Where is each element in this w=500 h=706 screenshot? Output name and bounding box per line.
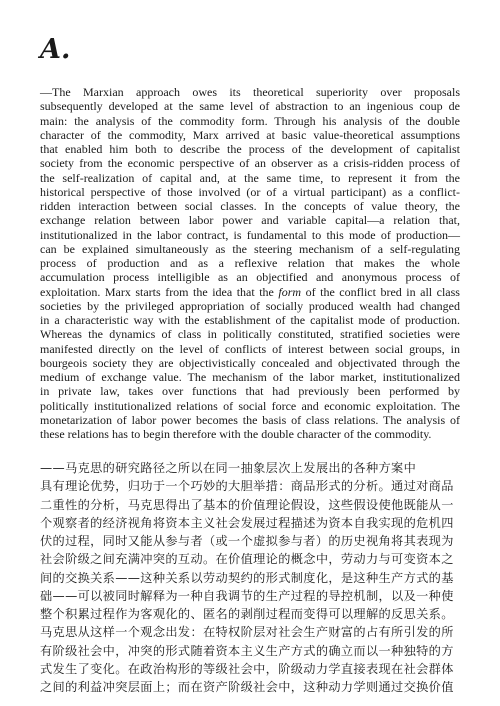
english-line: manifested directly on the level of conflicts of interest between social groups, in xyxy=(40,341,460,356)
english-line: —The Marxian approach owes its theoretical superiority over proposals xyxy=(40,85,460,99)
chinese-line: 具有理论优势，归功于一个巧妙的大胆举措：商品形式的分析。通过对商品 xyxy=(40,479,454,494)
english-line: societies by the privileged appropriation of socially produced wealth had changed xyxy=(40,298,460,313)
english-line: these relations has to begin therefore with the double character of the commodity. xyxy=(40,427,432,441)
english-line-start: exploitation. Marx starts from the idea that the xyxy=(40,284,279,299)
chinese-line: 间的交换关系——这种关系以劳动契约的形式制度化，是这种生产方式的基 xyxy=(40,570,454,585)
english-line: society from the economic perspective of an observer as a crisis-ridden process of xyxy=(40,156,460,171)
english-line: that enabled him both to describe the process of the development of capitalist xyxy=(40,142,460,156)
chinese-line: 础——可以被同时解释为一种自我调节的生产过程的导控机制，以及一种使 xyxy=(40,588,454,603)
chinese-line: 之间的利益冲突层面上；而在资产阶级社会中，这种动力学则通过交换价值 xyxy=(40,680,454,694)
chinese-line: 二重性的分析，马克思得出了基本的价值理论假设，这些假设使他既能从一 xyxy=(40,497,454,512)
english-line: main: the analysis of the commodity form. Through his analysis of the double xyxy=(40,113,460,128)
chinese-line: 伏的过程，同时又能从参与者（或一个虚拟参与者）的历史视角将其表现为 xyxy=(40,534,454,548)
english-line: in private law, takes over functions that had previously been performed by xyxy=(40,384,460,399)
english-line: exchange relation between labor power and variable capital—a relation that, xyxy=(40,213,460,228)
section-heading: A. xyxy=(40,34,71,65)
english-line: institutionalized in the labor contract, is fundamental to this mode of production— xyxy=(40,227,460,242)
chinese-line: 整个积累过程作为客观化的、匿名的剥削过程而变得可以理解的反思关系。 xyxy=(40,607,454,621)
english-line: character of the commodity, Marx arrived at basic value-theoretical assumptions xyxy=(40,127,460,142)
chinese-line: 有阶级社会中，冲突的形式随着资本主义生产方式的确立而以一种独特的方 xyxy=(40,643,454,658)
english-paragraph xyxy=(40,85,460,441)
english-line: bourgeois society they are objectivistically concealed and objectivated through the xyxy=(40,355,460,370)
chinese-line: ——马克思的研究路径之所以在同一抽象层次上发展出的各种方案中 xyxy=(40,461,417,475)
emphasized-word: form xyxy=(278,284,302,299)
english-line: medium of exchange value. The mechanism of the labor market, institutionalized xyxy=(40,370,460,384)
english-line: accumulation process intelligible as an objectified and anonymous process of xyxy=(40,270,460,285)
chinese-line: 个观察者的经济视角将资本主义社会发展过程描述为资本自我实现的危机四 xyxy=(40,515,454,530)
english-line: ridden interaction between social classes. In the concepts of value theory, the xyxy=(40,199,460,213)
english-line: politically institutionalized relations of social force and economic exploitation. The xyxy=(40,398,460,413)
english-line xyxy=(40,285,460,299)
english-line: can be explained simultaneously as the steering mechanism of a self-regulating xyxy=(40,241,460,256)
english-line: process of production and as a reflexive relation that makes the whole xyxy=(40,256,460,270)
english-line: monetarization of labor power becomes the basis of class relations. The analysis of xyxy=(40,412,460,427)
chinese-line: 社会阶级之间充满冲突的互动。在价值理论的概念中，劳动力与可变资本之 xyxy=(40,552,454,567)
english-line: Whereas the dynamics of class in politically constituted, stratified societies were xyxy=(40,327,460,342)
english-line: subsequently developed at the same level of abstraction to an ingenious coup de xyxy=(40,99,460,114)
english-line-end: of the conflict bred in all class xyxy=(301,284,460,299)
english-line: in a characteristic way with the establishment of the capitalist mode of production. xyxy=(40,313,460,327)
chinese-line: 式发生了变化。在政治构形的等级社会中，阶级动力学直接表现在社会群体 xyxy=(40,661,454,676)
chinese-line: 马克思从这样一个观念出发：在特权阶层对社会生产财富的占有所引发的所 xyxy=(40,625,454,640)
chinese-paragraph xyxy=(40,459,460,696)
english-line: the self-realization of capital and, at the same time, to represent it from the xyxy=(40,170,460,185)
english-line: historical perspective of those involved (or of a virtual participant) as a conflict- xyxy=(40,184,460,199)
